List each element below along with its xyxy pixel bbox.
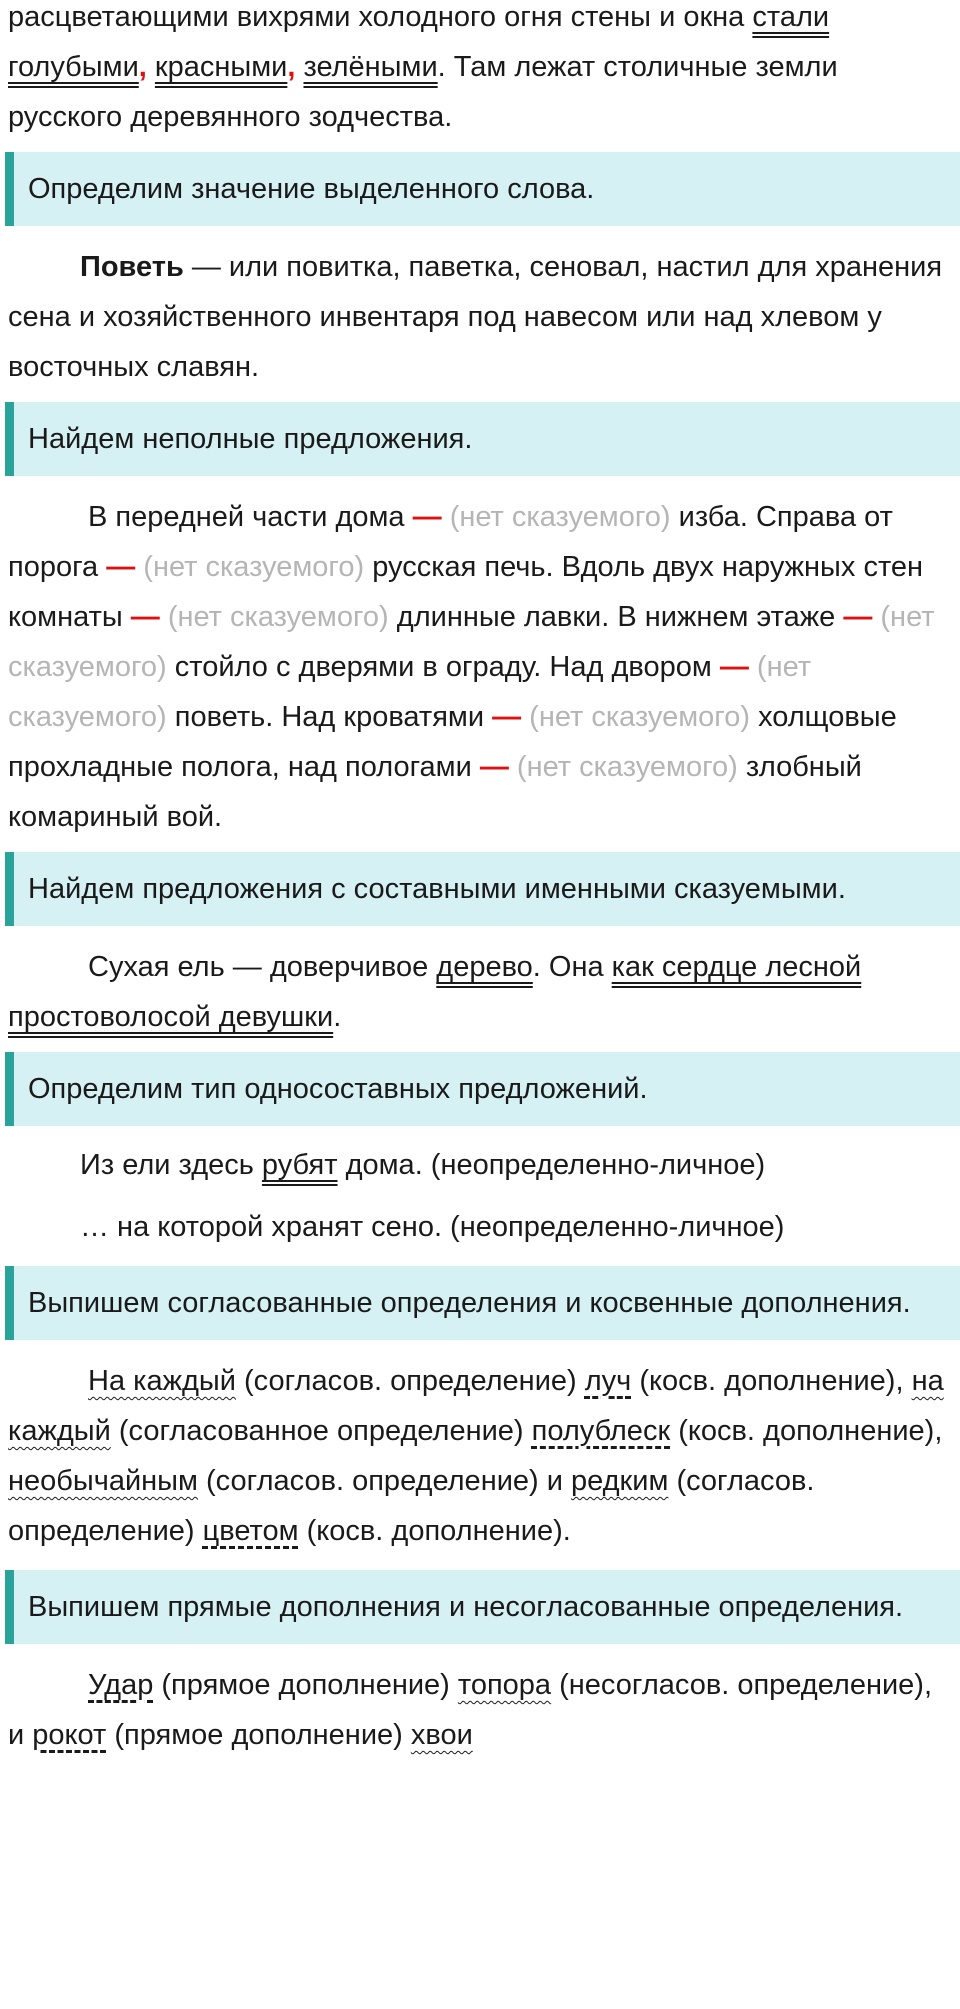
text-run: (косв. дополнение), [631, 1365, 912, 1397]
section-title: Выпишем согласованные определения и косвенные дополнения. [28, 1287, 911, 1319]
direct-paragraph [0, 1660, 960, 1760]
text-run: (косв. дополнение). [298, 1515, 571, 1547]
text-run: . Она [532, 951, 612, 983]
text-run: В передней части дома [88, 501, 413, 533]
text-run: Сухая ель — доверчивое [88, 951, 437, 983]
agreed-paragraph [0, 1356, 960, 1556]
onepart-line-1 [0, 1140, 960, 1190]
section-title: Найдем неполные предложения. [28, 423, 473, 455]
intro-text: расцветающими вихрями холодного огня стены и окна [8, 1, 745, 33]
definition-term: Поветь [80, 251, 184, 283]
intro-paragraph [0, 0, 960, 142]
onepart-line-2 [0, 1202, 960, 1252]
definition-paragraph [0, 242, 960, 392]
missing-predicate-note: (нет сказуемого) [167, 601, 389, 633]
object-word: цветом [202, 1515, 299, 1547]
text-run: дома. (неопределенно-личное) [337, 1149, 766, 1181]
text-run: (согласов. определение) [235, 1365, 585, 1397]
definition-word: На каждый [88, 1365, 236, 1397]
text-run: (несогласов. определение), и [8, 1669, 933, 1751]
text-run: русская печь. Вдоль двух наружных стен комнаты [8, 551, 924, 633]
definition-word: на каждый [8, 1365, 944, 1447]
dash-mark: — [130, 601, 160, 633]
definition-text: — или повитка, паветка, сеновал, настил для хранения сена и хозяйственного инвентаря под навесом или над хлевом у восточных славян. [8, 251, 943, 383]
text-run: длинные лавки. В нижнем этаже [388, 601, 844, 633]
text-run: (согласованное определение) [110, 1415, 532, 1447]
text-run: холщовые прохладные полога, над пологами [8, 701, 897, 783]
text-run: злобный комариный вой. [8, 751, 862, 833]
section-header-direct [5, 1570, 960, 1644]
predicate-1: стали голубыми [8, 1, 830, 83]
object-word: луч [584, 1365, 632, 1397]
predicate-3: зелёными [303, 51, 438, 83]
text-run: изба. Справа от порога [8, 501, 893, 583]
text-run: (прямое дополнение) [153, 1669, 458, 1701]
dash-mark: — [492, 701, 522, 733]
text-run: (прямое дополнение) [106, 1719, 411, 1751]
comma-1: , [138, 51, 147, 83]
incomplete-paragraph [0, 492, 960, 842]
section-header-onepart [5, 1052, 960, 1126]
section-title: Определим тип односоставных предложений. [28, 1073, 648, 1105]
text-run: (согласов. определение) и [197, 1465, 572, 1497]
section-title: Найдем предложения с составными именными сказуемыми. [28, 873, 846, 905]
predicate-2: красными [154, 51, 288, 83]
section-title: Определим значение выделенного слова. [28, 173, 595, 205]
missing-predicate-note: (нет сказуемого) [529, 701, 751, 733]
dash-mark: — [412, 501, 442, 533]
text-run: . [333, 1001, 342, 1033]
missing-predicate-note: (нет сказуемого) [143, 551, 365, 583]
dash-mark: — [479, 751, 509, 783]
text-run: Из ели здесь [80, 1149, 262, 1181]
comma-2: , [287, 51, 296, 83]
text-run: поветь. Над кроватями [166, 701, 493, 733]
missing-predicate-note: (нет сказуемого) [8, 601, 935, 683]
definition-word: хвои [410, 1719, 473, 1751]
missing-predicate-note: (нет сказуемого) [449, 501, 671, 533]
missing-predicate-note: (нет сказуемого) [8, 651, 812, 733]
text-run: (косв. дополнение), [670, 1415, 943, 1447]
text-run: стойло с дверями в ограду. Над двором [166, 651, 720, 683]
section-header-incomplete [5, 402, 960, 476]
compound-paragraph [0, 942, 960, 1042]
definition-word: топора [457, 1669, 552, 1701]
section-header-agreed [5, 1266, 960, 1340]
predicate-part: как сердце лесной простоволосой девушки [8, 951, 862, 1033]
definition-word: необычайным [8, 1465, 198, 1497]
object-word: рокот [32, 1719, 107, 1751]
intro-tail: . Там лежат столичные земли русского деревянного зодчества. [8, 51, 838, 133]
section-header-compound [5, 852, 960, 926]
dash-mark: — [106, 551, 136, 583]
predicate-part: рубят [261, 1149, 338, 1181]
text-run: … на которой хранят сено. (неопределенно-личное) [80, 1211, 785, 1243]
dash-mark: — [843, 601, 873, 633]
definition-word: редким [571, 1465, 669, 1497]
missing-predicate-note: (нет сказуемого) [516, 751, 738, 783]
section-title: Выпишем прямые дополнения и несогласованные определения. [28, 1591, 904, 1623]
predicate-part: дерево [436, 951, 533, 983]
text-run: (согласов. определение) [8, 1465, 815, 1547]
section-header-meaning [5, 152, 960, 226]
object-word: Удар [88, 1669, 154, 1701]
dash-mark: — [719, 651, 749, 683]
object-word: полублеск [531, 1415, 671, 1447]
